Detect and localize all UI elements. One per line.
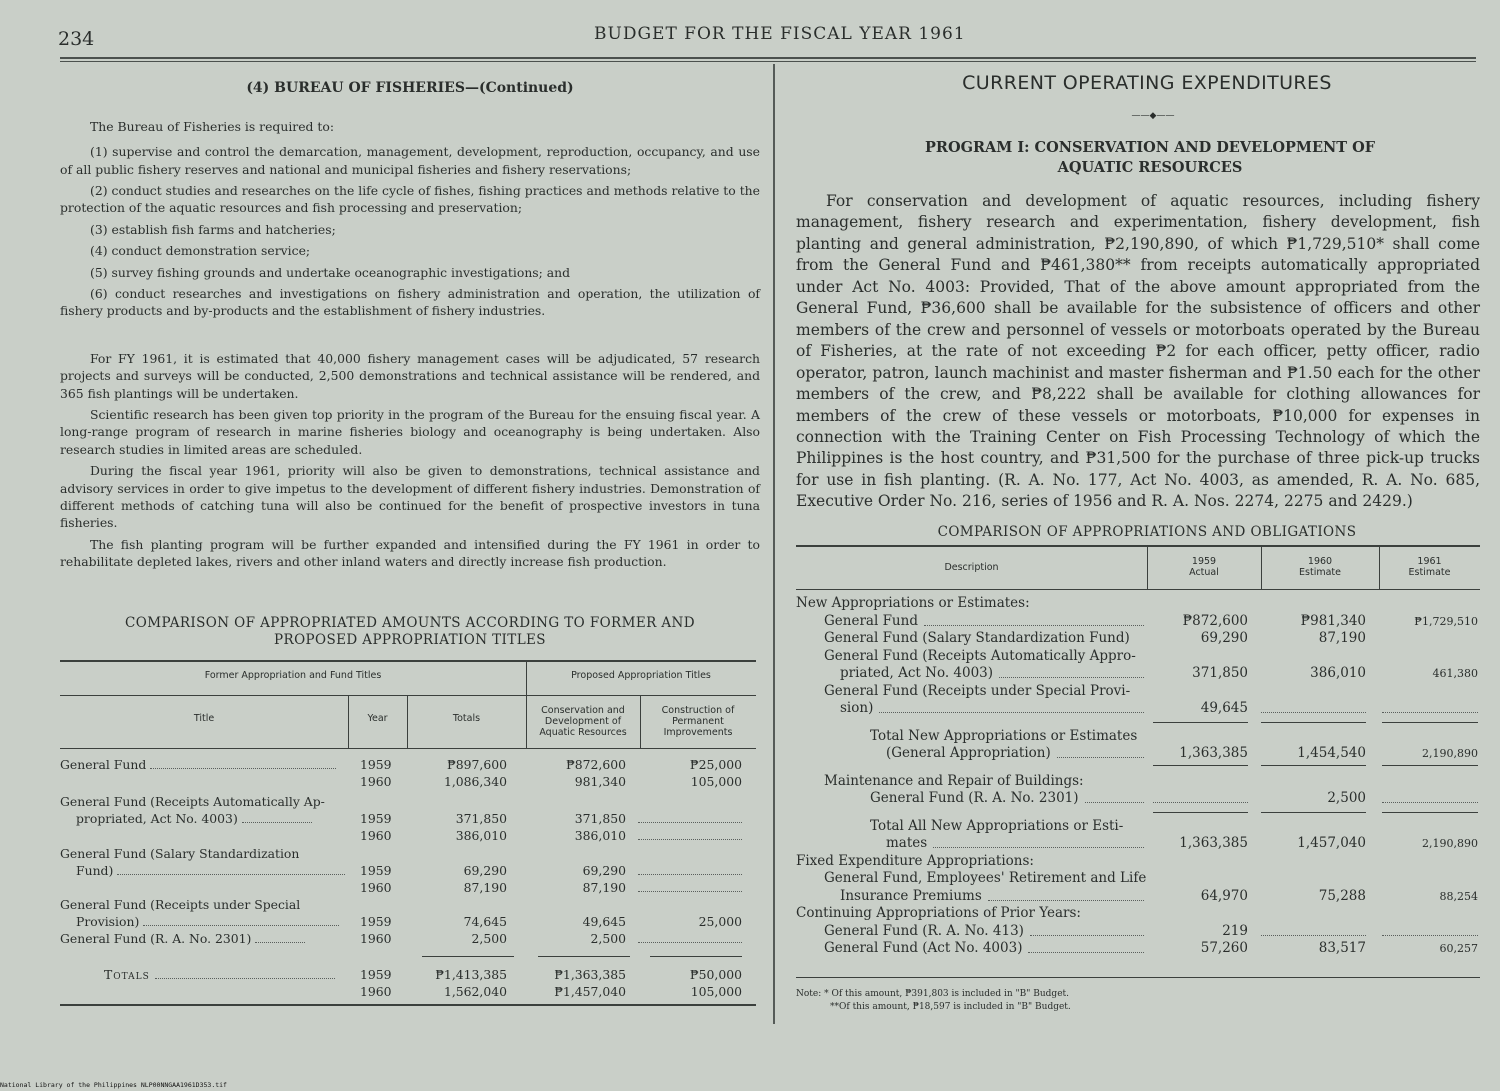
dot-leader (1028, 952, 1144, 953)
conservation-cell: 69,290 (582, 863, 626, 878)
table-row-label: Fixed Expenditure Appropriations: (796, 852, 1034, 869)
construction-cell: ₱50,000 (689, 967, 742, 982)
empty-cell-leader (1153, 802, 1248, 803)
value-cell: 1,363,385 (1179, 745, 1248, 761)
total-rule (1382, 765, 1478, 766)
value-cell: 64,970 (1200, 887, 1248, 904)
table-note: Note: * Of this amount, ₱391,803 is included in "B" Budget. (796, 989, 1069, 999)
table-row-title: General Fund (R. A. No. 2301) (60, 930, 348, 947)
value-cell: 1,454,540 (1297, 745, 1366, 761)
year-cell: 1959 (360, 914, 392, 929)
empty-cell-leader (1261, 712, 1366, 713)
table-row-label: General Fund (Salary Standardization Fund) (824, 630, 1130, 646)
totals-cell: ₱1,413,385 (435, 967, 507, 982)
year-cell: 1959 (360, 757, 392, 772)
value-cell: 219 (1222, 922, 1248, 939)
value-cell: 88,254 (1439, 889, 1478, 903)
table-row-title: Fund) (76, 862, 348, 879)
value-cell: ₱872,600 (1182, 612, 1248, 629)
year-cell: 1959 (360, 811, 392, 826)
value-cell: 1,457,040 (1297, 835, 1366, 851)
empty-cell-leader (1382, 712, 1478, 713)
header-rule (60, 57, 1476, 59)
expenditures-heading: CURRENT OPERATING EXPENDITURES (962, 72, 1332, 94)
table-row-label: Total All New Appropriations or Esti- (870, 817, 1124, 834)
construction-cell: 25,000 (698, 914, 742, 929)
table-row-label: Continuing Appropriations of Prior Years: (796, 905, 1081, 921)
year-cell: 1960 (360, 828, 392, 843)
year-cell: 1960 (360, 880, 392, 895)
left-table-title: COMPARISON OF APPROPRIATED AMOUNTS ACCORDING TO FORMER AND PROPOSED APPROPRIATION TITLES (125, 615, 695, 648)
conservation-cell: ₱1,457,040 (554, 984, 626, 999)
totals-cell: 1,562,040 (443, 984, 507, 999)
table-row-title: Provision) (76, 913, 348, 930)
header-totals: Totals (452, 713, 481, 724)
totals-cell: 386,010 (455, 828, 507, 843)
duty-item: (1) supervise and control the demarcation, management, development, reproduction, occupancy, and use of all public fishery reserves and national and municipal fisheries and fishery reservations; (60, 144, 760, 177)
value-cell: 461,380 (1432, 667, 1478, 680)
ornament: ——◆—— (1131, 111, 1175, 121)
conservation-cell: ₱872,600 (566, 757, 626, 772)
header-description: Description (944, 562, 999, 573)
table-row-label: priated, Act No. 4003) (840, 665, 994, 681)
totals-cell: 69,290 (463, 863, 507, 878)
dot-leader (1030, 935, 1144, 936)
duties-block (60, 118, 760, 322)
value-cell: 2,190,890 (1422, 747, 1478, 760)
header-title: Title (193, 713, 215, 724)
table-row-title: General Fund (Salary Standardization (60, 846, 300, 861)
construction-cell: ₱25,000 (689, 757, 742, 772)
right-table-title: COMPARISON OF APPROPRIATIONS AND OBLIGATIONS (937, 524, 1357, 540)
table-row-label: Maintenance and Repair of Buildings: (824, 772, 1084, 789)
table-row-label: General Fund (824, 612, 918, 629)
table-row-label: General Fund (Act No. 4003) (824, 940, 1023, 956)
table-row-label: General Fund (Receipts Automatically Appro- (824, 647, 1136, 664)
year-cell: 1960 (360, 774, 392, 789)
dot-leader (999, 677, 1144, 678)
subtotal-rule (1153, 812, 1248, 813)
conservation-cell: 371,850 (574, 811, 626, 826)
subtotal-rule (1382, 722, 1478, 723)
total-rule (1153, 765, 1248, 766)
body-paragraph: The fish planting program will be further expanded and intensified during the FY 1961 in order to rehabilitate depleted lakes, rivers and other inland waters and directly increase fish production. (60, 536, 760, 569)
appropriation-titles-table (60, 660, 756, 1010)
year-cell: 1959 (360, 967, 392, 982)
table-row-label: General Fund, Employees' Retirement and Life (824, 870, 1147, 886)
table-row-title: General Fund (60, 756, 348, 773)
value-cell: 69,290 (1200, 630, 1248, 646)
value-cell: 87,190 (1318, 630, 1366, 646)
value-cell: 371,850 (1192, 665, 1248, 681)
header-conservation: Conservation and Development of Aquatic Resources (539, 705, 627, 738)
subtotal-rule (1382, 812, 1478, 813)
dot-leader (988, 900, 1144, 901)
duty-item: (2) conduct studies and researches on the life cycle of fishes, fishing practices and methods relative to the protection of the aquatic resources and fish processing and preservation; (60, 183, 760, 216)
intro-text: The Bureau of Fisheries is required to: (90, 119, 335, 134)
subtotal-rule (1261, 722, 1366, 723)
totals-cell: 74,645 (463, 914, 507, 929)
conservation-cell: 87,190 (582, 880, 626, 895)
table-row-label: General Fund (R. A. No. 413) (824, 922, 1024, 939)
conservation-cell: 981,340 (574, 774, 626, 789)
header-1961-estimate: 1961 Estimate (1408, 556, 1451, 578)
body-paragraph: During the fiscal year 1961, priority will also be given to demonstrations, technical assistance and advisory services in order to give impetus to the development of different fishery industries. Demonstration of different methods of catching tuna will also be continued for the benefit of prospective investors in tuna fisheries. (60, 463, 760, 531)
body-paragraph: For FY 1961, it is estimated that 40,000 fishery management cases will be adjudicated, 57 research projects and surveys will be conducted, 2,500 demonstrations and technical assistance will be rendered, and 365 fish plantings will be undertaken. (60, 351, 760, 401)
subtotal-rule (1153, 722, 1248, 723)
appropriations-obligations-table (796, 545, 1480, 1025)
table-row-title: propriated, Act No. 4003) (76, 810, 348, 827)
dot-leader (924, 625, 1144, 626)
table-row-title: General Fund (Receipts under Special (60, 897, 301, 912)
table-note: **Of this amount, ₱18,597 is included in "B" Budget. (830, 1002, 1071, 1012)
year-cell: 1960 (360, 931, 392, 946)
column-divider (773, 64, 775, 1024)
header-year: Year (367, 713, 388, 724)
header-rule (60, 61, 1476, 62)
empty-cell-leader (1382, 802, 1478, 803)
totals-cell: 371,850 (455, 811, 507, 826)
year-cell: 1959 (360, 863, 392, 878)
running-title: BUDGET FOR THE FISCAL YEAR 1961 (594, 24, 966, 44)
value-cell: 1,363,385 (1179, 835, 1248, 851)
table-body (796, 595, 1480, 995)
header-former-titles: Former Appropriation and Fund Titles (204, 670, 382, 681)
totals-row-title: Totals (104, 966, 348, 983)
duty-item: (6) conduct researches and investigations on fishery administration and operation, the utilization of fishery products and by-products and the establishment of fishery industries. (60, 285, 760, 319)
header-1960-estimate: 1960 Estimate (1299, 556, 1341, 578)
table-row-label: General Fund (Receipts under Special Provi- (824, 682, 1131, 699)
dot-leader (879, 712, 1144, 713)
totals-cell: 87,190 (463, 880, 507, 895)
dot-leader (933, 847, 1144, 848)
narrative-block (60, 350, 760, 572)
total-rule (1261, 765, 1366, 766)
conservation-cell: 49,645 (582, 914, 626, 929)
body-paragraph: Scientific research has been given top priority in the program of the Bureau for the ensuing fiscal year. A long-range program of research in marine fisheries biology and oceanography is being undertaken. Also research studies in limited areas are scheduled. (60, 407, 760, 457)
totals-cell: 1,086,340 (443, 774, 507, 789)
scan-footer: National Library of the Philippines NLP00NNGAA1961D353.tif (0, 1081, 227, 1089)
dot-leader (1085, 802, 1144, 803)
header-1959-actual: 1959 Actual (1189, 556, 1219, 578)
dot-leader (1057, 757, 1144, 758)
table-row-label: Insurance Premiums (840, 887, 982, 904)
table-row-label: (General Appropriation) (886, 745, 1051, 761)
table-row-label: mates (886, 835, 928, 851)
value-cell: 75,288 (1318, 887, 1366, 904)
value-cell: 49,645 (1200, 700, 1248, 716)
page-number: 234 (58, 28, 95, 50)
program-title: PROGRAM I: CONSERVATION AND DEVELOPMENT OF AQUATIC RESOURCES (924, 139, 1376, 177)
subtotal-rule (1261, 812, 1366, 813)
header-proposed-titles: Proposed Appropriation Titles (571, 670, 711, 681)
empty-cell-leader (1382, 935, 1478, 936)
duty-item: (5) survey fishing grounds and undertake oceanographic investigations; and (90, 264, 571, 280)
duty-item: (3) establish fish farms and hatcheries; (90, 221, 336, 237)
table-row-label: General Fund (R. A. No. 2301) (870, 790, 1079, 806)
program-paragraph: For conservation and development of aquatic resources, including fishery management, fishery research and experimentation, fishery development, fish planting and general administration, ₱2,190,890, of which ₱1,729,510* shall come from the General Fund and ₱461,380** from receipts automatically appropriated under Act No. 4003: Provided, That of the above amount appropriated from the General Fund, ₱36,600 shall be available for the subsistence of officers and other members of the crew and personnel of vessels or motorboats operated by the Bureau of Fisheries, at the rate of not exceeding ₱2 for each officer, petty officer, radio operator, patron, launch machinist and master fisherman and ₱1.50 each for the other members of the crew, and ₱8,222 shall be available for clothing allowances for members of the crew of these vessels or motorboats, ₱10,000 for expenses in connection with the Training Center on Fish Processing Technology of which the Philippines is the host country, and ₱31,500 for the purchase of three pick-up trucks for use in fish planting. (R. A. No. 177, Act No. 4003, as amended, R. A. No. 685, Executive Order No. 216, series of 1956 and R. A. Nos. 2274, 2275 and 2429.) (796, 192, 1480, 511)
table-row-label: sion) (840, 700, 874, 716)
conservation-cell: 386,010 (574, 828, 626, 843)
table-row-title: General Fund (Receipts Automatically Ap- (60, 794, 325, 809)
table-row-label: Total New Appropriations or Estimates (870, 727, 1138, 744)
conservation-cell: ₱1,363,385 (554, 967, 626, 982)
value-cell: 2,500 (1327, 790, 1366, 806)
value-cell: 386,010 (1310, 665, 1366, 681)
value-cell: 83,517 (1318, 940, 1366, 956)
construction-cell: 105,000 (690, 774, 742, 789)
value-cell: 2,190,890 (1422, 837, 1478, 850)
section-title: (4) BUREAU OF FISHERIES—(Continued) (246, 80, 574, 96)
totals-cell: 2,500 (471, 931, 507, 946)
value-cell: ₱1,729,510 (1414, 614, 1478, 628)
value-cell: 57,260 (1200, 940, 1248, 956)
year-cell: 1960 (360, 984, 392, 999)
totals-cell: ₱897,600 (447, 757, 507, 772)
duty-item: (4) conduct demonstration service; (90, 243, 311, 259)
value-cell: 60,257 (1439, 942, 1478, 955)
table-row-label: New Appropriations or Estimates: (796, 595, 1030, 611)
construction-cell: 105,000 (690, 984, 742, 999)
header-construction: Construction of Permanent Improvements (661, 705, 735, 738)
value-cell: ₱981,340 (1300, 612, 1366, 629)
empty-cell-leader (1261, 935, 1366, 936)
conservation-cell: 2,500 (590, 931, 626, 946)
